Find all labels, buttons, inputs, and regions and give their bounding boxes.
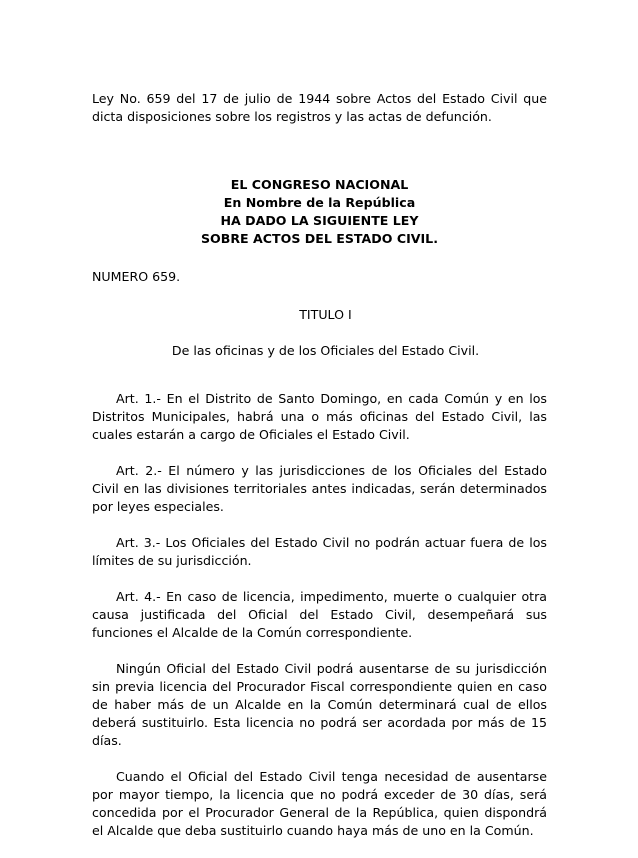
law-number: NUMERO 659. xyxy=(92,269,181,284)
law-intro: Ley No. 659 del 17 de julio de 1944 sobre Actos del Estado Civil que dicta disposiciones sobre los registros y las actas de defunción. xyxy=(92,91,547,124)
heading-line-law-given: HA DADO LA SIGUIENTE LEY xyxy=(220,213,419,228)
article-2: Art. 2.- El número y las jurisdicciones de los Oficiales del Estado Civil en las divisiones territoriales antes indicadas, serán determinados por leyes especiales. xyxy=(92,463,547,514)
document-page xyxy=(92,90,547,858)
article-3: Art. 3.- Los Oficiales del Estado Civil no podrán actuar fuera de los límites de su jurisdicción. xyxy=(92,535,547,568)
heading-line-civil-acts: SOBRE ACTOS DEL ESTADO CIVIL. xyxy=(200,231,438,246)
title-heading: TITULO I xyxy=(299,307,352,322)
article-1: Art. 1.- En el Distrito de Santo Domingo, en cada Común y en los Distritos Municipales, habrá una o más oficinas del Estado Civil, las cuales estarán a cargo de Oficiales el Estado Civil. xyxy=(92,391,547,442)
law-heading xyxy=(92,176,547,248)
heading-line-republic: En Nombre de la República xyxy=(223,195,416,210)
article-4: Art. 4.- En caso de licencia, impedimento, muerte o cualquier otra causa justificada del Oficial del Estado Civil, desempeñará sus funciones el Alcalde de la Común correspondiente. xyxy=(92,589,547,640)
heading-line-congress: EL CONGRESO NACIONAL xyxy=(230,177,409,192)
article-4-paragraph-3: Cuando el Oficial del Estado Civil tenga necesidad de ausentarse por mayor tiempo, la licencia que no podrá exceder de 30 días, será concedida por el Procurador General de la República, quien dispondrá el Alcalde que deba sustituirlo cuando haya más de uno en la Común. xyxy=(92,769,547,838)
article-4-paragraph-2: Ningún Oficial del Estado Civil podrá ausentarse de su jurisdicción sin previa licencia del Procurador Fiscal correspondiente quien en caso de haber más de un Alcalde en la Común determinará cual de ellos deberá sustituirlo. Esta licencia no podrá ser acordada por más de 15 días. xyxy=(92,661,547,748)
title-subheading: De las oficinas y de los Oficiales del Estado Civil. xyxy=(171,343,480,358)
